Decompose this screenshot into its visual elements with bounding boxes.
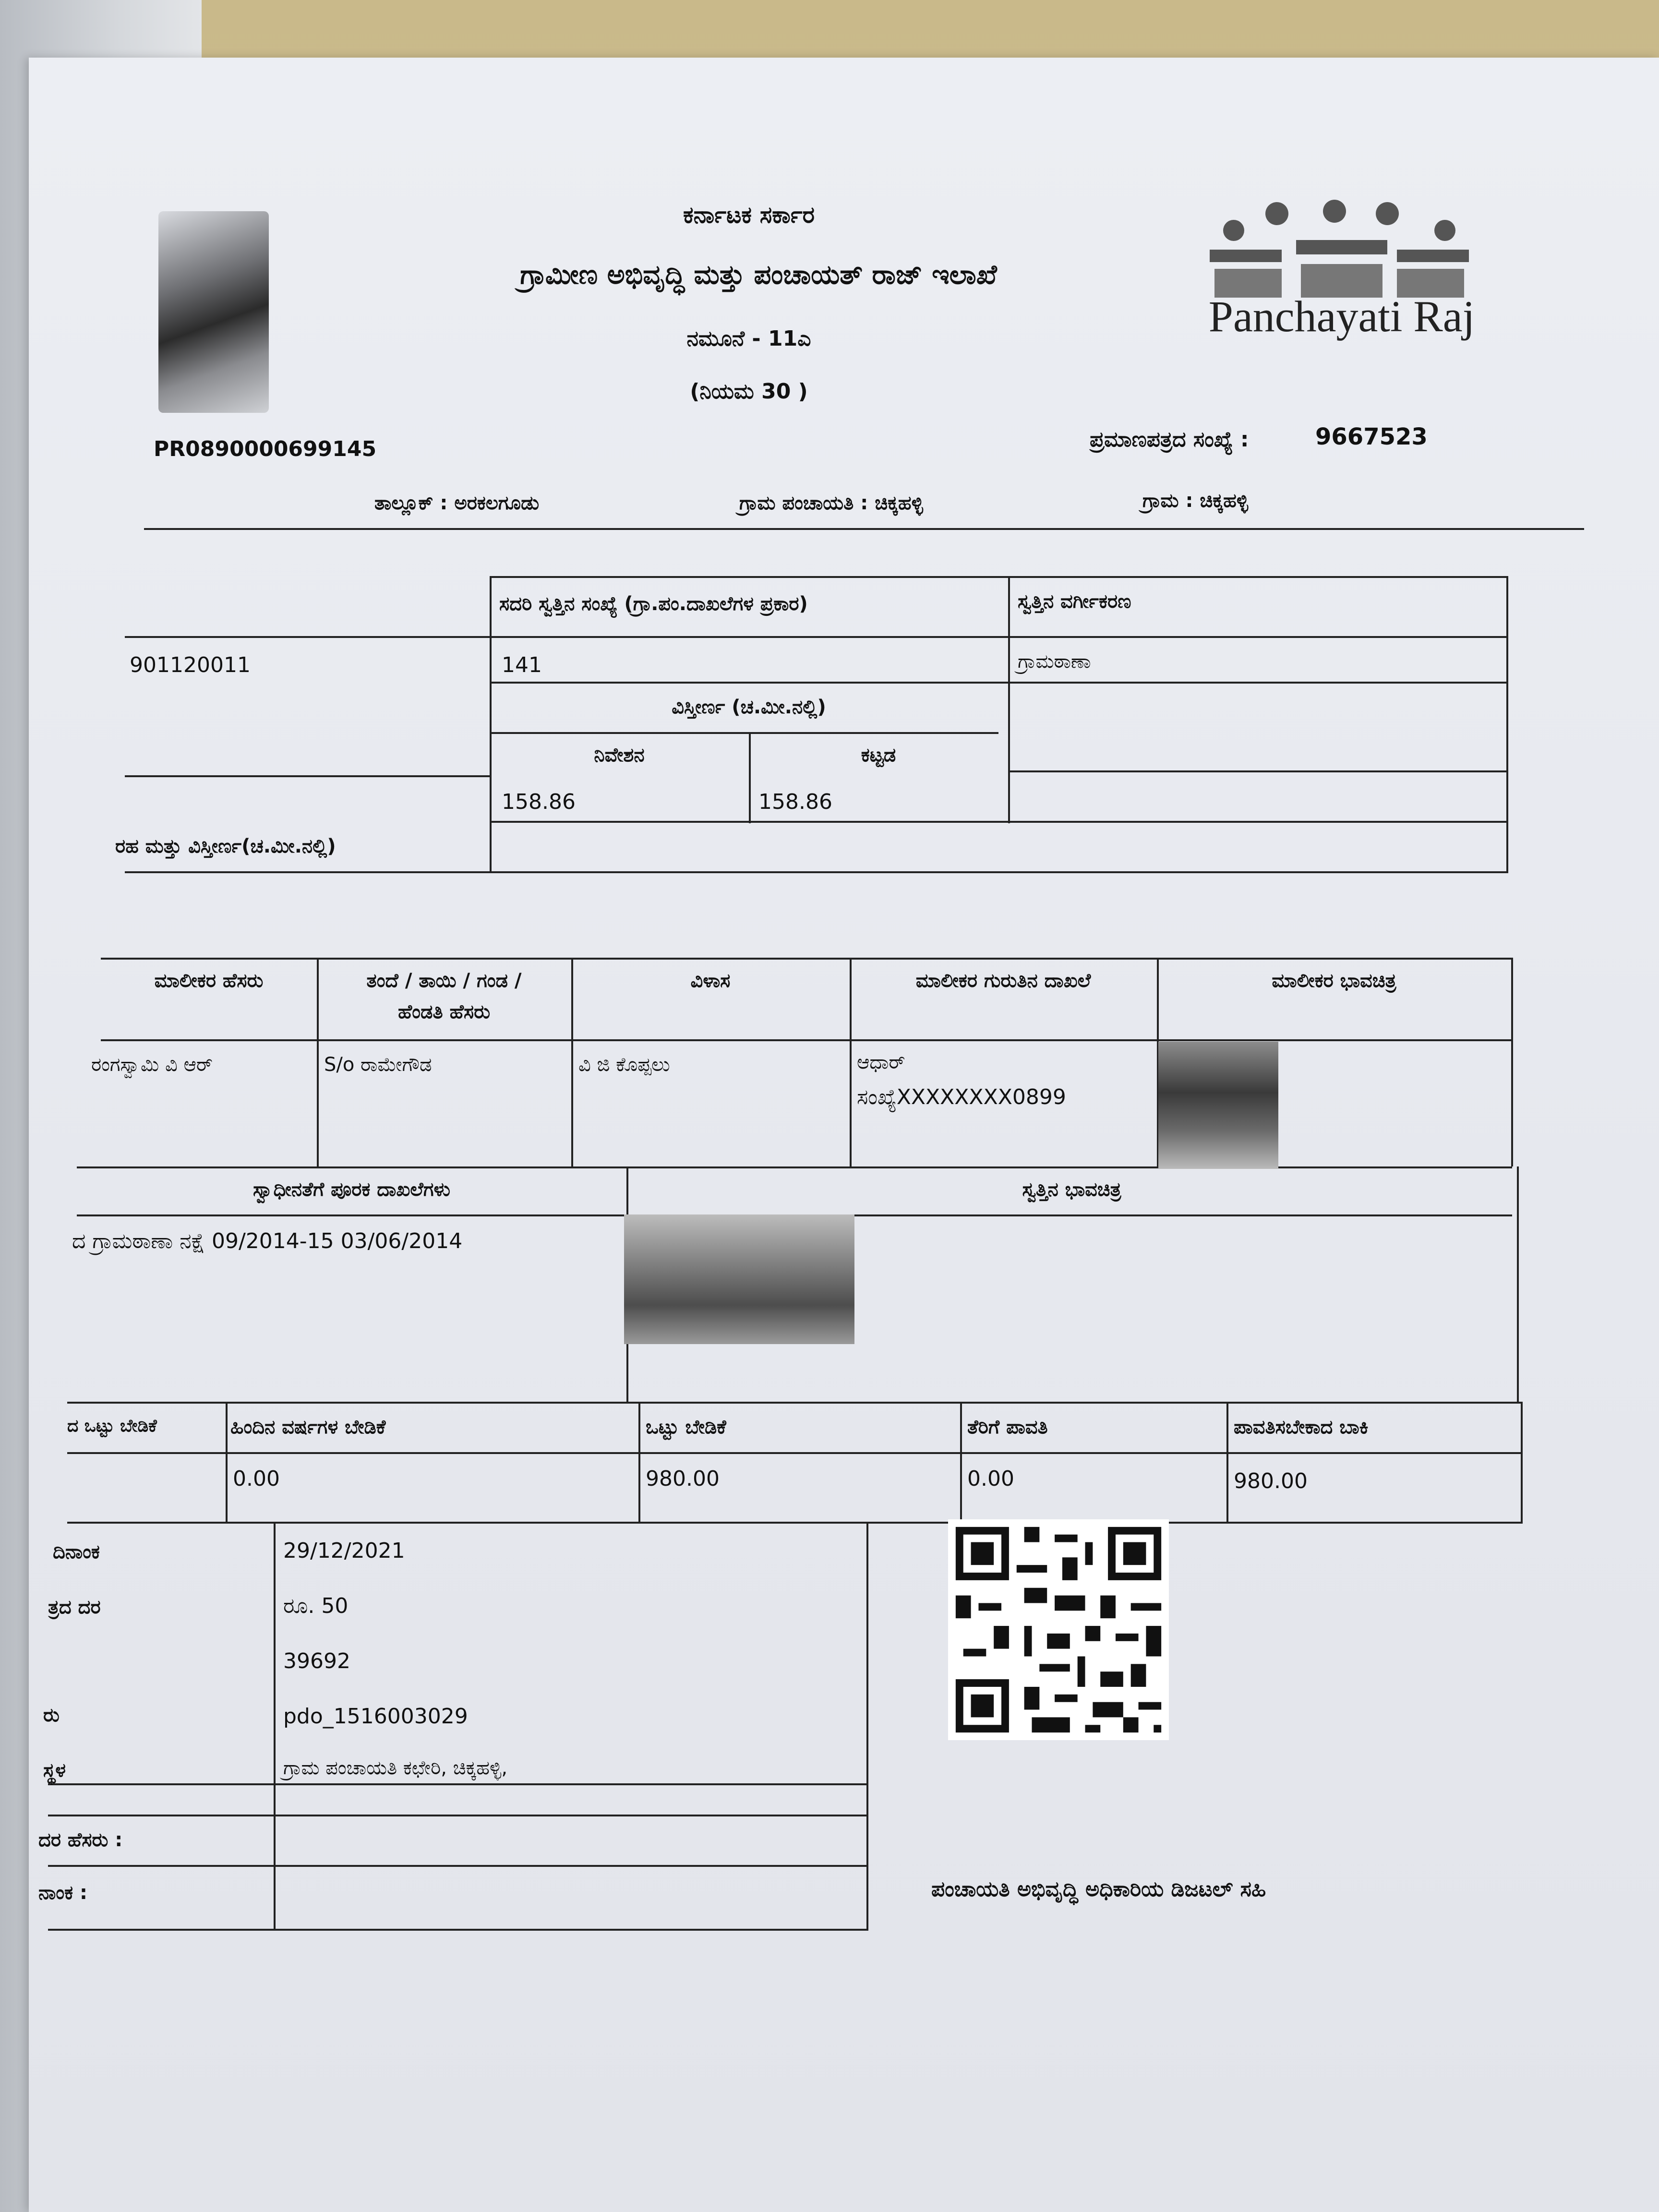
owner-name: ರಂಗಸ್ವಾಮಿ ವಿ ಆರ್ [91,1054,213,1076]
site-area-value: 158.86 [502,790,576,814]
relation-header-line1: ತಂದೆ / ತಾಯಿ / ಗಂಡ / [366,970,522,992]
owner-name-header: ಮಾಲೀಕರ ಹೆಸರು [154,970,264,992]
issue-date-label: ದಿನಾಂಕ [53,1541,100,1563]
rule-number: (ನಿಯಮ 30 ) [690,379,808,404]
tax-value-balance: 980.00 [1234,1469,1308,1493]
tax-header-balance: ಪಾವತಿಸಬೇಕಾದ ಬಾಕಿ [1234,1416,1369,1438]
owner-photo [1158,1042,1278,1169]
building-area-value: 158.86 [758,790,832,814]
tax-value-total: 980.00 [646,1467,720,1491]
ownership-docs-header: ಸ್ವಾಧೀನತೆಗೆ ಪೂರಕ ದಾಖಲೆಗಳು [253,1178,450,1201]
certificate-number: 9667523 [1315,423,1428,450]
tax-header-previous: ಹಿಂದಿನ ವರ್ಷಗಳ ಬೇಡಿಕೆ [230,1416,386,1438]
classification-value: ಗ್ರಾಮಠಾಣಾ [1018,650,1091,673]
tax-header-total-current: ದ ಒಟ್ಟು ಬೇಡಿಕೆ [67,1416,157,1436]
owner-id-number: ಸಂಖ್ಯೆXXXXXXXX0899 [857,1085,1066,1109]
place-value: ಗ್ರಾಮ ಪಂಚಾಯತಿ ಕಛೇರಿ, ಚಿಕ್ಕಹಳ್ಳಿ, [283,1757,508,1779]
fee-label: ತ್ರದ ದರ [48,1596,101,1618]
owner-photo-header: ಮಾಲೀಕರ ಭಾವಚಿತ್ರ [1272,970,1396,992]
panchayati-raj-logo [1205,187,1479,341]
issuer-label: ರು [43,1704,60,1726]
property-photo-header: ಸ್ವತ್ತಿನ ಭಾವಚಿತ್ರ [1022,1178,1121,1201]
issue-date-value: 29/12/2021 [283,1539,405,1563]
taluk-value: ಅರಕಲಗೂಡು [454,492,540,514]
digital-signature-label: ಪಂಚಾಯತಿ ಅಭಿವೃದ್ಧಿ ಅಧಿಕಾರಿಯ ಡಿಜಟಲ್ ಸಹಿ [931,1877,1266,1901]
property-photo [624,1214,854,1344]
certificate-label: ಪ್ರಮಾಣಪತ್ರದ ಸಂಖ್ಯೆ : [1090,427,1249,452]
tax-header-total: ಒಟ್ಟು ಬೇಡಿಕೆ [646,1416,726,1438]
village-label: ಗ್ರಾಮ : [1142,490,1193,512]
boundary-area-label: ರಹ ಮತ್ತು ವಿಸ್ತೀರ್ಣ(ಚ.ಮೀ.ನಲ್ಲಿ) [115,835,336,857]
form-number: ನಮೂನೆ - 11ಎ [686,326,811,351]
village-value: ಚಿಕ್ಕಹಳ್ಳಿ [1200,490,1249,512]
building-header: ಕಟ್ಟಡ [861,744,896,766]
asset-no-value: 141 [502,653,542,677]
property-row-id: 901120011 [130,653,251,677]
sign-date-label: ನಾಂಕ : [38,1882,88,1904]
fee-value: ರೂ. 50 [283,1594,349,1618]
relation-header-line2: ಹೆಂಡತಿ ಹೆಸರು [397,1001,491,1023]
qr-code [948,1519,1169,1740]
receipt-number: 39692 [283,1649,350,1673]
tax-header-paid: ತೆರಿಗೆ ಪಾವತಿ [967,1416,1048,1438]
owner-id-header: ಮಾಲೀಕರ ಗುರುತಿನ ದಾಖಲೆ [915,970,1091,992]
tax-value-previous: 0.00 [233,1467,280,1491]
asset-no-header: ಸದರಿ ಸ್ವತ್ತಿನ ಸಂಖ್ಯೆ (ಗ್ರಾ.ಪಂ.ದಾಖಲೆಗಳ ಪ್ರಕಾರ) [499,593,808,615]
property-id: PR0890000699145 [154,437,377,461]
gp-value: ಚಿಕ್ಕಹಳ್ಳಿ [875,492,923,514]
issuer-value: pdo_1516003029 [283,1704,468,1729]
tax-value-paid: 0.00 [967,1467,1014,1491]
state-emblem-image [158,211,269,413]
certificate-page [29,58,1659,2212]
place-label: ಸ್ಥಳ [43,1759,66,1781]
gp-label: ಗ್ರಾಮ ಪಂಚಾಯತಿ : [739,492,868,514]
owner-relation: S/o ರಾಮೇಗೌಡ [324,1054,432,1076]
area-header: ವಿಸ್ತೀರ್ಣ (ಚ.ಮೀ.ನಲ್ಲಿ) [672,696,826,718]
classification-header: ಸ್ವತ್ತಿನ ವರ್ಗೀಕರಣ [1018,590,1131,613]
ownership-doc-value: ದ ಗ್ರಾಮಠಾಣಾ ನಕ್ಷೆ 09/2014-15 03/06/2014 [72,1229,463,1253]
logo-wordmark: Panchayati Raj [1208,292,1475,341]
address-header: ವಿಳಾಸ [690,970,731,992]
taluk-label: ತಾಲ್ಲೂಕ್ : [374,492,448,514]
site-header: ನಿವೇಶನ [594,744,645,766]
govt-title: ಕರ್ನಾಟಕ ಸರ್ಕಾರ [683,202,815,228]
department-title: ಗ್ರಾಮೀಣ ಅಭಿವೃದ್ಧಿ ಮತ್ತು ಪಂಚಾಯತ್ ರಾಜ್ ಇಲಾಖೆ [520,259,997,290]
owner-address: ವಿ ಜಿ ಕೊಪ್ಪಲು [578,1054,670,1076]
owner-id-type: ಆಧಾರ್ [857,1051,905,1073]
officer-name-label: ದರ ಹೆಸರು : [38,1829,123,1851]
